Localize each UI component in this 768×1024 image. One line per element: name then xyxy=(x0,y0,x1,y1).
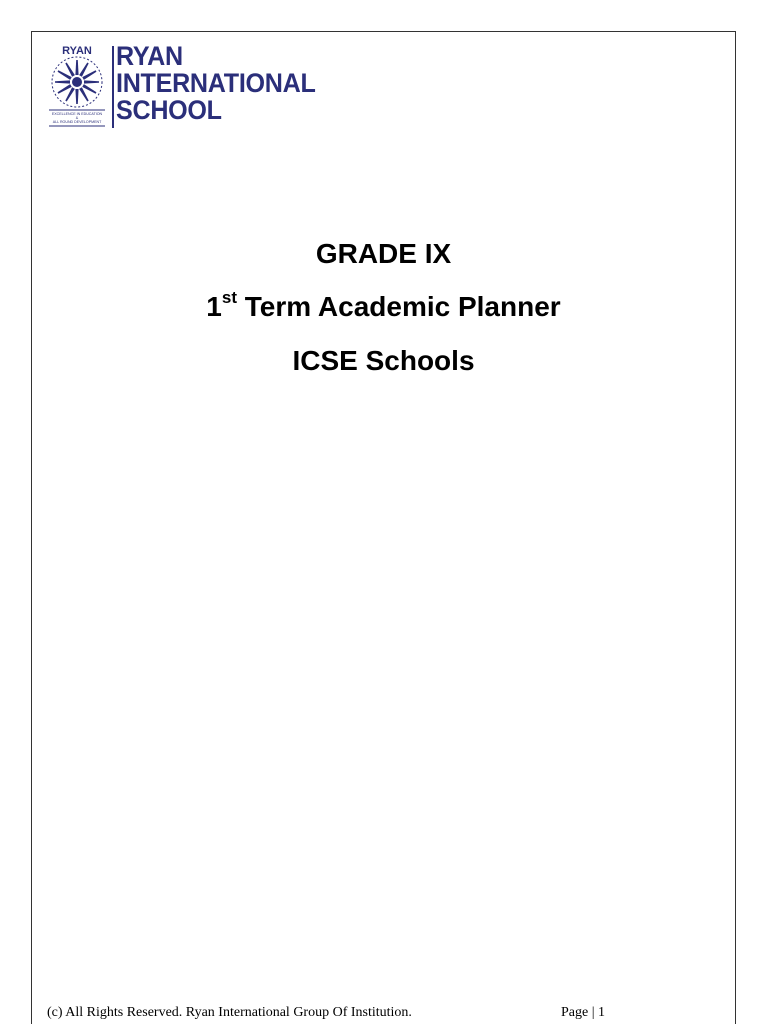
logo-line-ryan: RYAN xyxy=(116,41,183,71)
emblem-motto: EXCELLENCE IN EDUCATION xyxy=(51,112,103,116)
term-number: 1 xyxy=(206,291,222,322)
term-suffix: st xyxy=(221,288,237,307)
svg-text:&: & xyxy=(75,116,79,120)
term-rest: Term Academic Planner xyxy=(237,291,561,322)
term-title xyxy=(31,288,736,323)
school-emblem-icon xyxy=(46,44,108,128)
footer-page-number: Page | 1 xyxy=(561,1005,606,1020)
grade-title: GRADE IX xyxy=(315,238,452,269)
board-title: ICSE Schools xyxy=(292,345,475,376)
logo-wordmark xyxy=(116,43,316,124)
school-logo xyxy=(46,41,316,130)
logo-line-international: INTERNATIONAL xyxy=(116,68,316,98)
page-border xyxy=(31,31,736,1024)
logo-divider xyxy=(112,46,114,128)
emblem-top-text: RYAN xyxy=(62,45,92,57)
footer-copyright: (c) All Rights Reserved. Ryan International Group Of Institution. xyxy=(47,1005,412,1020)
logo-line-school: SCHOOL xyxy=(116,95,222,125)
svg-text:ALL ROUND DEVELOPMENT: ALL ROUND DEVELOPMENT xyxy=(52,120,102,124)
